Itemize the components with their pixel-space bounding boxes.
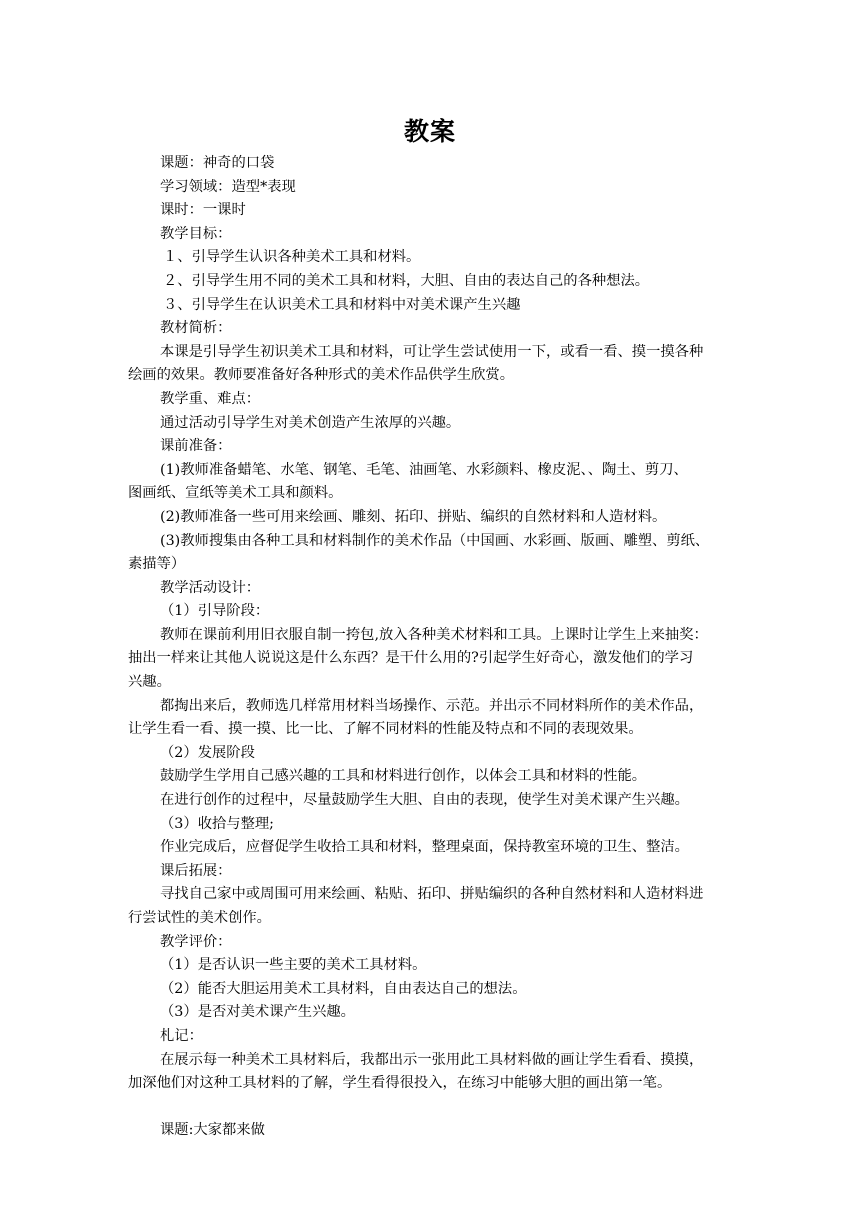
stage-1-paragraph-2: 都掏出来后，教师选几样常用材料当场操作、示范。并出示不同材料所作的美术作品， <box>160 697 704 714</box>
evaluation-item: （2）能否大胆运用美术工具材料，自由表达自己的想法。 <box>160 980 527 997</box>
notes-text: 在展示每一种美术工具材料后，我都出示一张用此工具材料做的画让学生看看、摸摸， <box>160 1051 704 1068</box>
stage-3-heading: （3）收拾与整理; <box>160 815 274 832</box>
preparation-item-3-continued: 素描等） <box>128 556 186 573</box>
key-points-heading: 教学重、难点： <box>160 390 261 407</box>
blank-line <box>128 1096 732 1120</box>
extension-heading: 课后拓展： <box>160 862 232 879</box>
objective-item: ３、引导学生在认识美术工具和材料中对美术课产生兴趣 <box>163 296 521 313</box>
preparation-item-1: (1)教师准备蜡笔、水笔、钢笔、毛笔、油画笔、水彩颜料、橡皮泥、、陶土、剪刀、 <box>160 461 688 478</box>
next-topic-line: 课题:大家都来做 <box>160 1122 265 1139</box>
learning-area-line: 学习领域：造型*表现 <box>160 178 296 195</box>
topic-line: 课题：神奇的口袋 <box>160 155 275 171</box>
preparation-item-3: (3)教师搜集由各种工具和材料制作的美术作品（中国画、水彩画、版画、雕塑、剪纸、 <box>160 532 710 549</box>
stage-1-heading: （1）引导阶段： <box>160 603 270 620</box>
analysis-heading: 教材简析： <box>160 320 232 337</box>
class-period-line: 课时：一课时 <box>160 202 246 219</box>
extension-text: 寻找自己家中或周围可用来绘画、粘贴、拓印、拼贴编织的各种自然材料和人造材料进 <box>160 886 704 903</box>
document-title: 教案 <box>403 117 456 146</box>
analysis-text: 本课是引导学生初识美术工具和材料，可让学生尝试使用一下，或看一看、摸一摸各种 <box>160 343 704 360</box>
objective-item: ２、引导学生用不同的美术工具和材料，大胆、自由的表达自己的各种想法。 <box>163 272 650 289</box>
stage-1-paragraph-continued: 抽出一样来让其他人说说这是什么东西？是干什么用的?引起学生好奇心，激发他们的学习 <box>128 650 694 667</box>
stage-2-paragraph: 鼓励学生学用自己感兴趣的工具和材料进行创作，以体会工具和材料的性能。 <box>160 768 647 785</box>
evaluation-item: （1）是否认识一些主要的美术工具材料。 <box>160 957 427 974</box>
analysis-text-continued: 绘画的效果。教师要准备好各种形式的美术作品供学生欣赏。 <box>128 367 515 384</box>
evaluation-heading: 教学评价： <box>160 933 232 950</box>
stage-1-paragraph-continued: 兴趣。 <box>128 674 171 691</box>
evaluation-item: （3）是否对美术课产生兴趣。 <box>160 1004 355 1021</box>
preparation-item-1-continued: 图画纸、宣纸等美术工具和颜料。 <box>128 485 343 502</box>
notes-heading: 札记： <box>160 1027 203 1044</box>
stage-3-paragraph: 作业完成后，应督促学生收拾工具和材料，整理桌面，保持教室环境的卫生、整洁。 <box>160 839 689 856</box>
objectives-heading: 教学目标： <box>160 225 232 242</box>
objective-item: １、引导学生认识各种美术工具和材料。 <box>163 249 421 266</box>
preparation-item-2: (2)教师准备一些可用来绘画、雕刻、拓印、拼贴、编织的自然材料和人造材料。 <box>160 508 667 525</box>
key-points-text: 通过活动引导学生对美术创造产生浓厚的兴趣。 <box>160 414 461 431</box>
stage-2-paragraph-2: 在进行创作的过程中，尽量鼓励学生大胆、自由的表现，使学生对美术课产生兴趣。 <box>160 792 689 809</box>
stage-2-heading: （2）发展阶段 <box>160 744 255 761</box>
preparation-heading: 课前准备： <box>160 438 232 455</box>
extension-text-continued: 行尝试性的美术创作。 <box>128 910 271 926</box>
lesson-plan-body <box>128 152 732 1143</box>
stage-1-paragraph-2-continued: 让学生看一看、摸一摸、比一比、了解不同材料的性能及特点和不同的表现效果。 <box>128 721 643 738</box>
activities-heading: 教学活动设计： <box>160 579 261 596</box>
stage-1-paragraph: 教师在课前利用旧衣服自制一挎包,放入各种美术材料和工具。上课时让学生上来抽奖： <box>160 626 708 643</box>
notes-text-continued: 加深他们对这种工具材料的了解，学生看得很投入，在练习中能够大胆的画出第一笔。 <box>128 1075 672 1092</box>
